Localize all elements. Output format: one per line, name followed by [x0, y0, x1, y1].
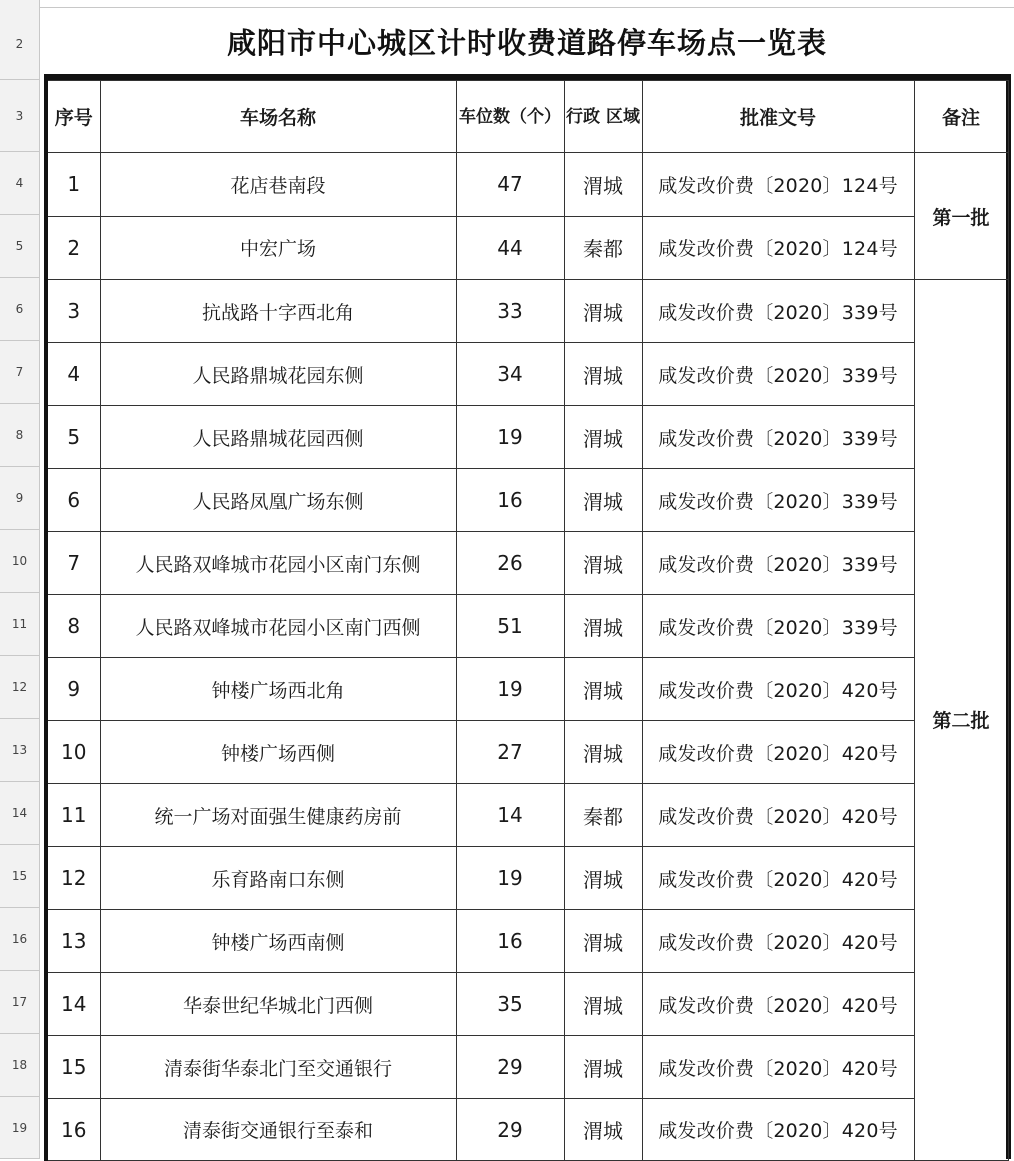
- cell-doc[interactable]: 咸发改价费〔2020〕420号: [642, 721, 914, 784]
- cell-doc[interactable]: 咸发改价费〔2020〕339号: [642, 406, 914, 469]
- cell-spaces[interactable]: 29: [456, 1036, 564, 1099]
- cell-index[interactable]: 3: [46, 280, 100, 343]
- cell-district[interactable]: 渭城: [564, 343, 642, 406]
- sheet-title[interactable]: 咸阳市中心城区计时收费道路停车场点一览表: [226, 25, 827, 60]
- cell-district[interactable]: 渭城: [564, 847, 642, 910]
- cell-district[interactable]: 渭城: [564, 280, 642, 343]
- row-header-2[interactable]: 2: [0, 8, 40, 80]
- cell-name[interactable]: 华泰世纪华城北门西侧: [100, 973, 456, 1036]
- header-index[interactable]: 序号: [46, 81, 100, 153]
- cell-spaces[interactable]: 16: [456, 469, 564, 532]
- remark-batch1-label: 第一批: [932, 206, 990, 229]
- cell-index[interactable]: 10: [46, 721, 100, 784]
- cell-index[interactable]: 6: [46, 469, 100, 532]
- table-row: [46, 1099, 1008, 1161]
- cell-index[interactable]: 2: [46, 216, 100, 280]
- row-header-15[interactable]: 15: [0, 845, 40, 908]
- table-row: [46, 910, 1008, 973]
- table-row: [46, 532, 1008, 595]
- cell-doc[interactable]: 咸发改价费〔2020〕124号: [642, 153, 914, 217]
- cell-name[interactable]: 人民路鼎城花园东侧: [100, 343, 456, 406]
- row-header-17[interactable]: 17: [0, 971, 40, 1034]
- row-header-8[interactable]: 8: [0, 404, 40, 467]
- table-row: [46, 1036, 1008, 1099]
- cell-doc[interactable]: 咸发改价费〔2020〕420号: [642, 1099, 914, 1161]
- cell-district[interactable]: 渭城: [564, 406, 642, 469]
- table-header-row: [46, 81, 1008, 153]
- cell-district[interactable]: 渭城: [564, 1036, 642, 1099]
- cell-name[interactable]: 人民路双峰城市花园小区南门西侧: [100, 595, 456, 658]
- row-header-4[interactable]: 4: [0, 152, 40, 215]
- cell-index[interactable]: 15: [46, 1036, 100, 1099]
- cell-spaces[interactable]: 14: [456, 784, 564, 847]
- cell-district[interactable]: 渭城: [564, 910, 642, 973]
- cell-index[interactable]: 8: [46, 595, 100, 658]
- cell-index[interactable]: 7: [46, 532, 100, 595]
- cell-name[interactable]: 乐育路南口东侧: [100, 847, 456, 910]
- table-row: [46, 216, 1008, 280]
- cell-doc[interactable]: 咸发改价费〔2020〕339号: [642, 469, 914, 532]
- cell-name[interactable]: 人民路双峰城市花园小区南门东侧: [100, 532, 456, 595]
- cell-name[interactable]: 人民路鼎城花园西侧: [100, 406, 456, 469]
- cell-district[interactable]: 渭城: [564, 153, 642, 217]
- header-spaces[interactable]: 车位数（个）: [456, 81, 564, 153]
- cell-district[interactable]: 秦都: [564, 216, 642, 280]
- cell-index[interactable]: 13: [46, 910, 100, 973]
- cell-index[interactable]: 4: [46, 343, 100, 406]
- row-header-3[interactable]: 3: [0, 80, 40, 152]
- row-header-5[interactable]: 5: [0, 215, 40, 278]
- cell-doc[interactable]: 咸发改价费〔2020〕339号: [642, 595, 914, 658]
- remark-batch2-label: 第二批: [932, 710, 990, 732]
- cell-doc[interactable]: 咸发改价费〔2020〕339号: [642, 343, 914, 406]
- cell-name[interactable]: 中宏广场: [100, 216, 456, 280]
- cell-spaces[interactable]: 34: [456, 343, 564, 406]
- cell-remark-batch1[interactable]: [914, 153, 1008, 280]
- row-header-9[interactable]: 9: [0, 467, 40, 530]
- row-header-19[interactable]: 19: [0, 1097, 40, 1159]
- cell-index[interactable]: 14: [46, 973, 100, 1036]
- cell-doc[interactable]: 咸发改价费〔2020〕420号: [642, 973, 914, 1036]
- cell-doc[interactable]: 咸发改价费〔2020〕420号: [642, 910, 914, 973]
- cell-district[interactable]: 秦都: [564, 784, 642, 847]
- cell-index[interactable]: 1: [46, 153, 100, 217]
- row-header-11[interactable]: 11: [0, 593, 40, 656]
- cell-index[interactable]: 9: [46, 658, 100, 721]
- cell-spaces[interactable]: 19: [456, 406, 564, 469]
- table-row: [46, 847, 1008, 910]
- cell-spaces[interactable]: 44: [456, 216, 564, 280]
- cell-district[interactable]: 渭城: [564, 469, 642, 532]
- previous-row-strip: [0, 0, 1014, 8]
- table-row: [46, 280, 1008, 343]
- table-row: [46, 973, 1008, 1036]
- row-header-13[interactable]: 13: [0, 719, 40, 782]
- cell-name[interactable]: 钟楼广场西北角: [100, 658, 456, 721]
- cell-doc[interactable]: 咸发改价费〔2020〕420号: [642, 847, 914, 910]
- row-header-14[interactable]: 14: [0, 782, 40, 845]
- cell-doc[interactable]: 咸发改价费〔2020〕124号: [642, 216, 914, 280]
- header-doc[interactable]: 批准文号: [642, 81, 914, 153]
- cell-doc[interactable]: 咸发改价费〔2020〕420号: [642, 658, 914, 721]
- cell-district[interactable]: 渭城: [564, 532, 642, 595]
- table-row: [46, 153, 1008, 217]
- cell-name[interactable]: 钟楼广场西南侧: [100, 910, 456, 973]
- cell-doc[interactable]: 咸发改价费〔2020〕339号: [642, 280, 914, 343]
- row-header-7[interactable]: 7: [0, 341, 40, 404]
- cell-spaces[interactable]: 33: [456, 280, 564, 343]
- cell-spaces[interactable]: 51: [456, 595, 564, 658]
- cell-spaces[interactable]: 19: [456, 847, 564, 910]
- cell-index[interactable]: 11: [46, 784, 100, 847]
- cell-index[interactable]: 16: [46, 1099, 100, 1161]
- cell-district[interactable]: 渭城: [564, 658, 642, 721]
- cell-name[interactable]: 统一广场对面强生健康药房前: [100, 784, 456, 847]
- cell-name[interactable]: 抗战路十字西北角: [100, 280, 456, 343]
- cell-name[interactable]: 清泰街交通银行至泰和: [100, 1099, 456, 1161]
- table-row: [46, 406, 1008, 469]
- table-row: [46, 595, 1008, 658]
- table-row: [46, 784, 1008, 847]
- cell-spaces[interactable]: 47: [456, 153, 564, 217]
- cell-spaces[interactable]: 35: [456, 973, 564, 1036]
- cell-name[interactable]: 花店巷南段: [100, 153, 456, 217]
- row-header-18[interactable]: 18: [0, 1034, 40, 1097]
- header-name[interactable]: 车场名称: [100, 81, 456, 153]
- cell-spaces[interactable]: 19: [456, 658, 564, 721]
- header-district[interactable]: 行政 区域: [564, 81, 642, 153]
- cell-index[interactable]: 12: [46, 847, 100, 910]
- cell-spaces[interactable]: 29: [456, 1099, 564, 1161]
- cell-name[interactable]: 钟楼广场西侧: [100, 721, 456, 784]
- cell-doc[interactable]: 咸发改价费〔2020〕339号: [642, 532, 914, 595]
- cell-spaces[interactable]: 26: [456, 532, 564, 595]
- cell-doc[interactable]: 咸发改价费〔2020〕420号: [642, 1036, 914, 1099]
- cell-name[interactable]: 人民路凤凰广场东侧: [100, 469, 456, 532]
- table-row: [46, 343, 1008, 406]
- header-remark[interactable]: 备注: [914, 81, 1008, 153]
- parking-table: [44, 80, 1009, 1161]
- cell-district[interactable]: 渭城: [564, 973, 642, 1036]
- cell-doc[interactable]: 咸发改价费〔2020〕420号: [642, 784, 914, 847]
- table-row: [46, 658, 1008, 721]
- cell-remark-batch2[interactable]: [914, 280, 1008, 1161]
- row-header-16[interactable]: 16: [0, 908, 40, 971]
- row-header-10[interactable]: 10: [0, 530, 40, 593]
- row-header-6[interactable]: 6: [0, 278, 40, 341]
- cell-district[interactable]: 渭城: [564, 721, 642, 784]
- table-row: [46, 721, 1008, 784]
- cell-spaces[interactable]: 16: [456, 910, 564, 973]
- cell-district[interactable]: 渭城: [564, 1099, 642, 1161]
- cell-district[interactable]: 渭城: [564, 595, 642, 658]
- cell-name[interactable]: 清泰街华泰北门至交通银行: [100, 1036, 456, 1099]
- cell-spaces[interactable]: 27: [456, 721, 564, 784]
- row-header-12[interactable]: 12: [0, 656, 40, 719]
- table-row: [46, 469, 1008, 532]
- cell-index[interactable]: 5: [46, 406, 100, 469]
